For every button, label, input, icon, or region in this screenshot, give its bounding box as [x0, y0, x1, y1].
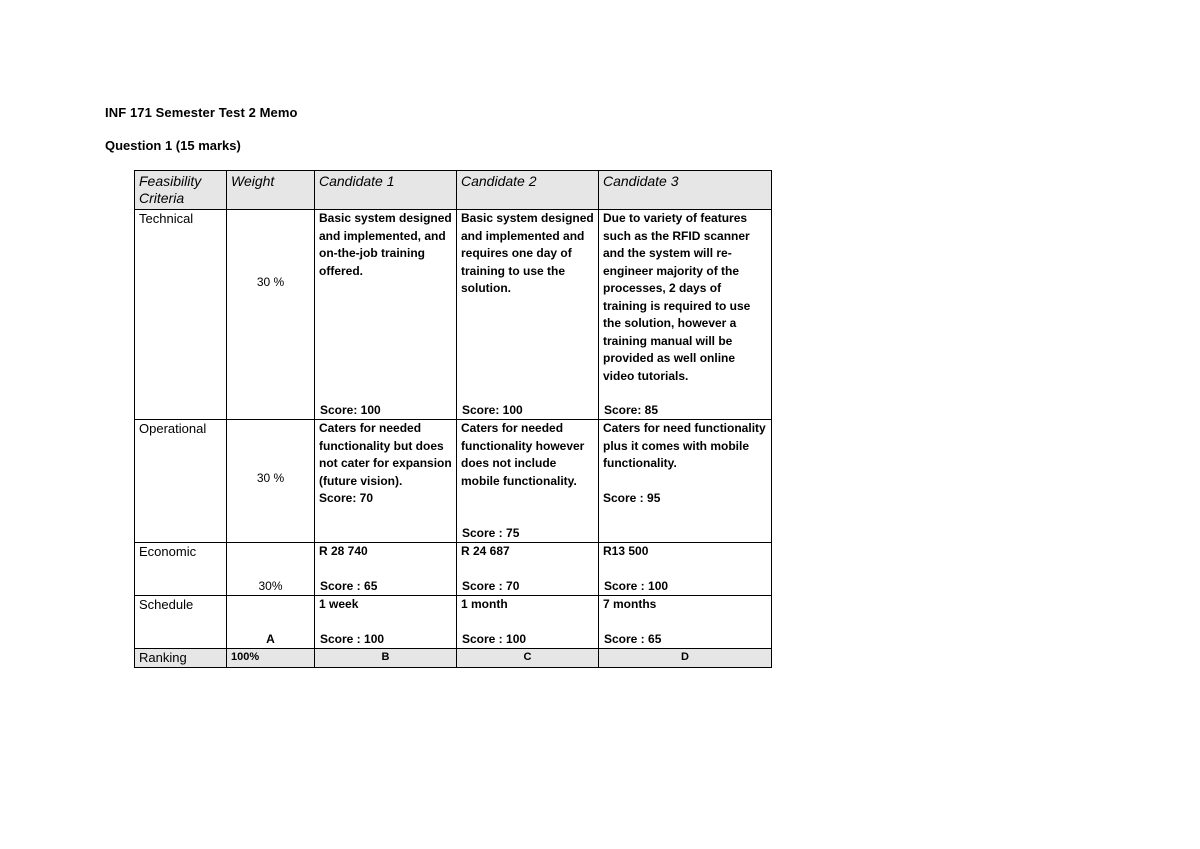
- ranking-candidate-3: D: [599, 649, 772, 668]
- weight-value: 30 %: [256, 275, 285, 289]
- candidate-description: Caters for needed functionality but does not cater for expansion (future vision).: [319, 421, 452, 488]
- candidate-score: Score : 65: [320, 578, 378, 593]
- candidate-score: Score : 100: [604, 578, 669, 593]
- candidate-score: Score: 85: [604, 402, 659, 417]
- candidate-duration: 7 months: [603, 597, 657, 611]
- table-row-ranking: [135, 649, 772, 668]
- candidate-1-cell: [315, 543, 457, 596]
- weight-cell: [227, 596, 315, 649]
- criterion-cell: Economic: [135, 543, 227, 596]
- candidate-score: Score: 70: [319, 491, 374, 505]
- candidate-3-cell: [599, 210, 772, 420]
- ranking-candidate-1: B: [315, 649, 457, 668]
- header-candidate-1: Candidate 1: [315, 171, 457, 210]
- candidate-1-cell: [315, 420, 457, 543]
- candidate-duration: 1 week: [319, 597, 359, 611]
- candidate-score: Score: 100: [320, 402, 381, 417]
- candidate-3-cell: [599, 420, 772, 543]
- table-header-row: [135, 171, 772, 210]
- candidate-cost: R 24 687: [461, 544, 510, 558]
- header-feasibility-criteria: Feasibility Criteria: [135, 171, 227, 210]
- criterion-cell: Schedule: [135, 596, 227, 649]
- criterion-cell: Technical: [135, 210, 227, 420]
- weight-value: 30 %: [256, 471, 285, 485]
- ranking-weight: 100%: [227, 649, 315, 668]
- table-row-schedule: [135, 596, 772, 649]
- feasibility-table: [134, 170, 772, 668]
- candidate-score: Score : 95: [603, 490, 661, 505]
- candidate-2-cell: [457, 543, 599, 596]
- candidate-2-cell: [457, 210, 599, 420]
- criterion-cell: Operational: [135, 420, 227, 543]
- weight-value: A: [266, 631, 275, 646]
- candidate-description: Caters for needed functionality however does not include mobile functionality.: [461, 421, 585, 488]
- candidate-score: Score : 70: [462, 578, 520, 593]
- candidate-description: Caters for need functionality plus it comes with mobile functionality.: [603, 421, 766, 470]
- ranking-label: Ranking: [135, 649, 227, 668]
- table-row-operational: [135, 420, 772, 543]
- table-row-technical: [135, 210, 772, 420]
- candidate-score: Score : 100: [320, 631, 385, 646]
- header-candidate-2: Candidate 2: [457, 171, 599, 210]
- question-heading: Question 1 (15 marks): [105, 138, 241, 153]
- ranking-candidate-2: C: [457, 649, 599, 668]
- candidate-description: Due to variety of features such as the RFID scanner and the system will re-engineer majority of the processes, 2 days of training is required to use the solution, however a training manual will be provided as well online video tutorials.: [603, 211, 751, 383]
- header-weight: Weight: [227, 171, 315, 210]
- candidate-3-cell: [599, 543, 772, 596]
- weight-cell: [227, 210, 315, 420]
- candidate-1-cell: [315, 596, 457, 649]
- header-candidate-3: Candidate 3: [599, 171, 772, 210]
- candidate-score: Score: 100: [462, 402, 523, 417]
- candidate-3-cell: [599, 596, 772, 649]
- weight-cell: [227, 543, 315, 596]
- candidate-2-cell: [457, 420, 599, 543]
- candidate-description: Basic system designed and implemented, and on-the-job training offered.: [319, 211, 452, 278]
- candidate-description: Basic system designed and implemented and requires one day of training to use the solution.: [461, 211, 594, 295]
- weight-cell: [227, 420, 315, 543]
- document-title: INF 171 Semester Test 2 Memo: [105, 105, 298, 120]
- candidate-2-cell: [457, 596, 599, 649]
- table-row-economic: [135, 543, 772, 596]
- weight-value: 30%: [258, 578, 283, 593]
- candidate-score: Score : 75: [462, 525, 520, 540]
- candidate-1-cell: [315, 210, 457, 420]
- candidate-duration: 1 month: [461, 597, 508, 611]
- candidate-cost: R 28 740: [319, 544, 368, 558]
- candidate-score: Score : 100: [462, 631, 527, 646]
- candidate-cost: R13 500: [603, 544, 649, 558]
- candidate-score: Score : 65: [604, 631, 662, 646]
